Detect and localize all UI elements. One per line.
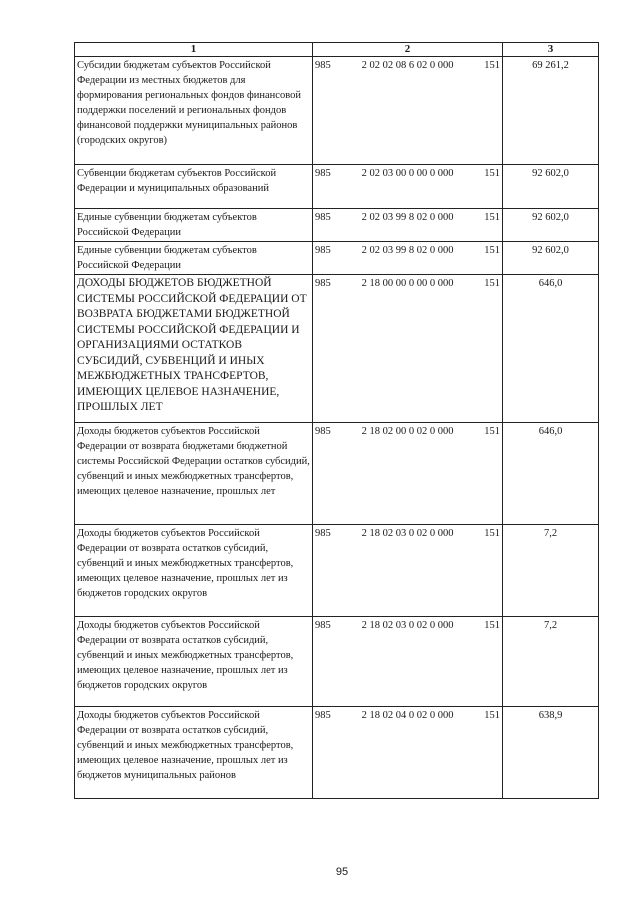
header-row xyxy=(75,43,599,57)
table-row xyxy=(75,525,599,617)
kosgu-code: 151 xyxy=(484,245,500,256)
revenue-code: 2 18 02 04 0 02 0 000 xyxy=(361,710,454,721)
row-code-cell xyxy=(313,57,503,165)
row-name: Субсидии бюджетам субъектов Российской Федерации из местных бюджетов для формирования региональных фондов финансовой поддержки поселений и региональных фондов финансовой поддержки муниципальных районов (городских округов) xyxy=(75,57,313,165)
row-name: Доходы бюджетов субъектов Российской Федерации от возврата остатков субсидий, субвенций и иных межбюджетных трансфертов, имеющих целевое назначение, прошлых лет из бюджетов городских округов xyxy=(75,617,313,707)
row-name: ДОХОДЫ БЮДЖЕТОВ БЮДЖЕТНОЙ СИСТЕМЫ РОССИЙСКОЙ ФЕДЕРАЦИИ ОТ ВОЗВРАТА БЮДЖЕТАМИ БЮДЖЕТНОЙ СИСТЕМЫ РОССИЙСКОЙ ФЕДЕРАЦИИ И ОРГАНИЗАЦИЯМИ ОСТАТКОВ СУБСИДИЙ, СУБВЕНЦИЙ И ИНЫХ МЕЖБЮДЖЕТНЫХ ТРАНСФЕРТОВ, ИМЕЮЩИХ ЦЕЛЕВОЕ НАЗНАЧЕНИЕ, ПРОШЛЫХ ЛЕТ xyxy=(75,275,313,423)
admin-code: 985 xyxy=(315,168,331,179)
revenue-code: 2 18 02 00 0 02 0 000 xyxy=(361,426,454,437)
row-code-cell xyxy=(313,209,503,242)
row-amount: 7,2 xyxy=(503,525,599,617)
header-col-3: 3 xyxy=(503,43,599,57)
budget-table xyxy=(74,42,599,799)
table-row xyxy=(75,707,599,799)
header-col-1: 1 xyxy=(75,43,313,57)
row-name: Доходы бюджетов субъектов Российской Федерации от возврата остатков субсидий, субвенций и иных межбюджетных трансфертов, имеющих целевое назначение, прошлых лет из бюджетов городских округов xyxy=(75,525,313,617)
header-col-2: 2 xyxy=(313,43,503,57)
row-amount: 638,9 xyxy=(503,707,599,799)
table-row xyxy=(75,209,599,242)
admin-code: 985 xyxy=(315,710,331,721)
admin-code: 985 xyxy=(315,620,331,631)
kosgu-code: 151 xyxy=(484,60,500,71)
row-amount: 646,0 xyxy=(503,275,599,423)
row-amount: 92 602,0 xyxy=(503,209,599,242)
page-number: 95 xyxy=(335,866,349,878)
revenue-code: 2 02 03 99 8 02 0 000 xyxy=(361,212,454,223)
row-code-cell xyxy=(313,165,503,209)
row-amount: 69 261,2 xyxy=(503,57,599,165)
revenue-code: 2 18 00 00 0 00 0 000 xyxy=(361,278,454,289)
row-name: Доходы бюджетов субъектов Российской Федерации от возврата бюджетами бюджетной системы Российской Федерации остатков субсидий, субвенций и иных межбюджетных трансфертов, имеющих целевое назначение, прошлых лет xyxy=(75,423,313,525)
admin-code: 985 xyxy=(315,212,331,223)
kosgu-code: 151 xyxy=(484,426,500,437)
revenue-code: 2 18 02 03 0 02 0 000 xyxy=(361,620,454,631)
admin-code: 985 xyxy=(315,245,331,256)
row-code-cell xyxy=(313,617,503,707)
row-amount: 646,0 xyxy=(503,423,599,525)
admin-code: 985 xyxy=(315,60,331,71)
table-row xyxy=(75,423,599,525)
revenue-code: 2 02 03 99 8 02 0 000 xyxy=(361,245,454,256)
kosgu-code: 151 xyxy=(484,528,500,539)
kosgu-code: 151 xyxy=(484,278,500,289)
revenue-code: 2 02 03 00 0 00 0 000 xyxy=(361,168,454,179)
row-code-cell xyxy=(313,707,503,799)
row-name: Доходы бюджетов субъектов Российской Федерации от возврата остатков субсидий, субвенций и иных межбюджетных трансфертов, имеющих целевое назначение, прошлых лет из бюджетов муниципальных районов xyxy=(75,707,313,799)
kosgu-code: 151 xyxy=(484,168,500,179)
table-row xyxy=(75,242,599,275)
table-row xyxy=(75,57,599,165)
row-amount: 92 602,0 xyxy=(503,165,599,209)
table-row xyxy=(75,165,599,209)
kosgu-code: 151 xyxy=(484,212,500,223)
admin-code: 985 xyxy=(315,528,331,539)
row-name: Единые субвенции бюджетам субъектов Российской Федерации xyxy=(75,242,313,275)
row-code-cell xyxy=(313,275,503,423)
table-row xyxy=(75,617,599,707)
kosgu-code: 151 xyxy=(484,710,500,721)
revenue-code: 2 18 02 03 0 02 0 000 xyxy=(361,528,454,539)
row-amount: 7,2 xyxy=(503,617,599,707)
row-code-cell xyxy=(313,525,503,617)
table-row xyxy=(75,275,599,423)
row-code-cell xyxy=(313,242,503,275)
admin-code: 985 xyxy=(315,426,331,437)
row-name: Единые субвенции бюджетам субъектов Российской Федерации xyxy=(75,209,313,242)
admin-code: 985 xyxy=(315,278,331,289)
kosgu-code: 151 xyxy=(484,620,500,631)
row-amount: 92 602,0 xyxy=(503,242,599,275)
row-code-cell xyxy=(313,423,503,525)
row-name: Субвенции бюджетам субъектов Российской Федерации и муниципальных образований xyxy=(75,165,313,209)
revenue-code: 2 02 02 08 6 02 0 000 xyxy=(361,60,454,71)
